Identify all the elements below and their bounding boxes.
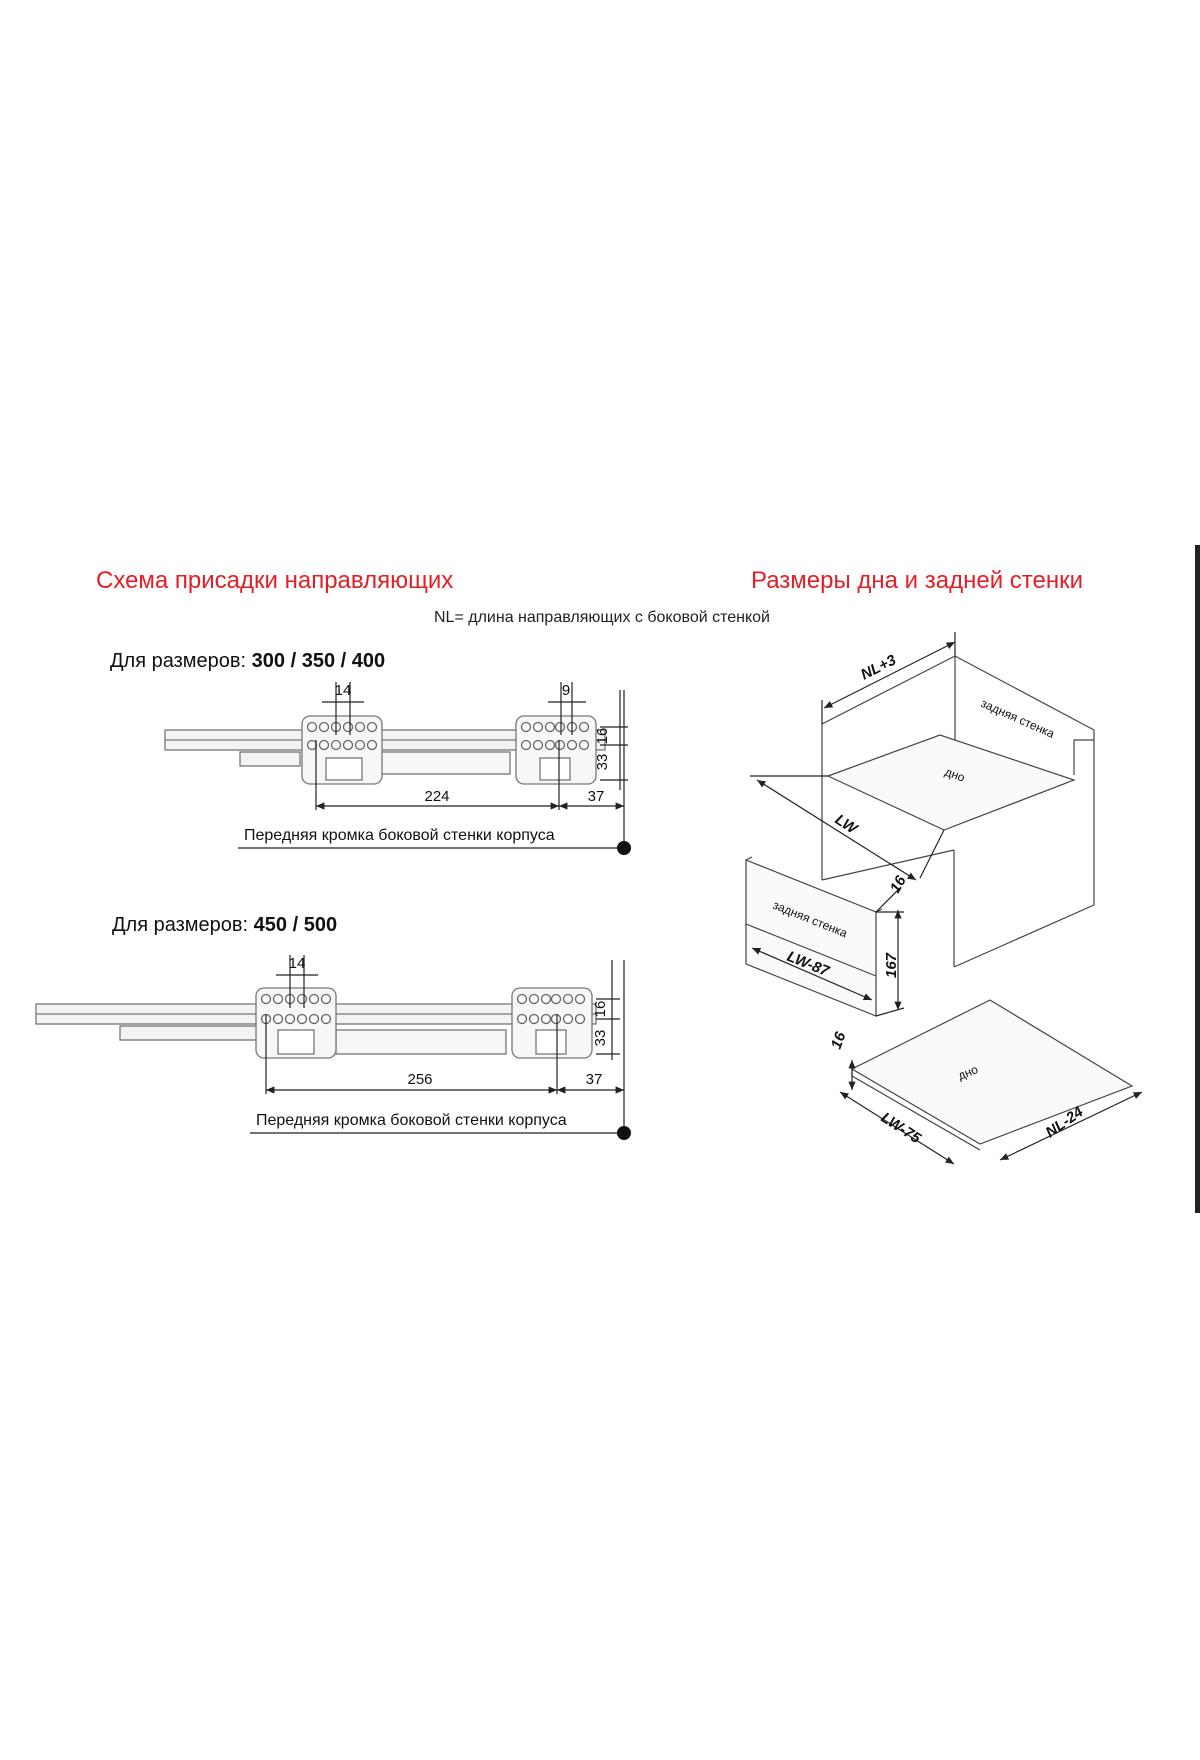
bottom-dim-256: 256 — [407, 1071, 433, 1088]
bottom-dim-14: 14 — [288, 955, 306, 972]
top-size-prefix: Для размеров: — [110, 650, 247, 672]
top-rail-drawing — [165, 716, 605, 784]
bottom-dim-16: 16 — [592, 1000, 609, 1018]
back-panel-width: LW-87 — [784, 947, 832, 981]
bottom-edge-caption: Передняя кромка боковой стенки корпуса — [256, 1112, 567, 1129]
bottom-size-values: 450 / 500 — [253, 914, 338, 936]
back-panel-thickness: 16 — [886, 873, 910, 896]
top-size-values: 300 / 350 / 400 — [251, 650, 386, 672]
top-dim-37: 37 — [587, 788, 605, 805]
bottom-panel-width: LW-75 — [877, 1109, 924, 1148]
nl-note: NL= длина направляющих с боковой стенкой — [434, 609, 770, 626]
top-dim-224: 224 — [424, 788, 450, 805]
cabinet-bottom-label: дно — [942, 764, 967, 785]
bottom-panel-depth: NL-24 — [1042, 1103, 1087, 1142]
top-dim-33: 33 — [594, 753, 611, 771]
top-edge-caption: Передняя кромка боковой стенки корпуса — [244, 827, 555, 844]
cabinet-lw: LW — [831, 811, 860, 838]
top-dim-9: 9 — [561, 682, 571, 699]
bottom-dim-33: 33 — [592, 1029, 609, 1047]
left-heading: Схема присадки направляющих — [96, 567, 454, 594]
bottom-rail-drawing — [36, 988, 596, 1058]
bottom-front-edge-marker — [617, 1126, 631, 1140]
right-heading: Размеры дна и задней стенки — [751, 567, 1084, 594]
bottom-size-prefix: Для размеров: — [112, 914, 249, 936]
back-panel-height: 167 — [883, 952, 900, 978]
bottom-panel-label: дно — [955, 1062, 980, 1083]
cabinet-nl-plus: NL+3 — [858, 651, 899, 684]
bottom-panel-thickness: 16 — [827, 1029, 850, 1052]
cabinet-back-wall-label: задняя стенка — [978, 695, 1057, 741]
top-dim-14: 14 — [334, 682, 352, 699]
top-dim-16: 16 — [594, 727, 611, 745]
back-panel-drawing — [746, 857, 882, 1016]
bottom-dim-37: 37 — [585, 1071, 603, 1088]
back-panel-label: задняя стенка — [770, 897, 850, 941]
top-front-edge-marker — [617, 841, 631, 855]
